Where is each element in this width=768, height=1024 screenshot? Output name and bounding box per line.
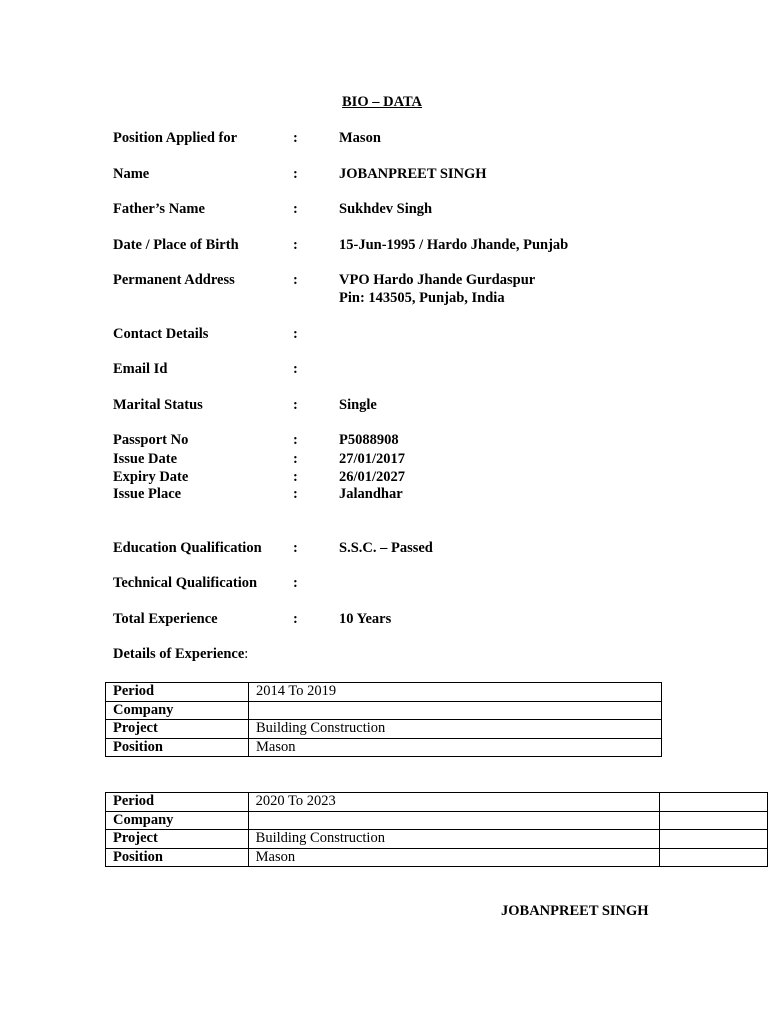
table-row [106,848,768,867]
table-cell-label: Project [106,830,249,849]
field-colon: : [293,237,298,253]
field-label: Name [113,166,150,182]
experience-table-1 [105,682,662,757]
table-cell-value: 2020 To 2023 [248,793,660,812]
field-colon: : [293,326,298,342]
field-label: Contact Details [113,326,209,342]
field-label: Technical Qualification [113,575,258,591]
experience-table-2 [105,792,768,867]
field-label: Education Qualification [113,540,262,556]
field-label: Father’s Name [113,201,205,217]
details-of-experience-heading [113,646,248,663]
table-cell-label: Company [106,811,249,830]
table-row [106,811,768,830]
table-cell-value [249,701,662,720]
field-colon: : [293,397,298,413]
field-value: Mason [339,130,381,146]
table-row [106,720,662,739]
document-title: BIO – DATA [342,94,423,110]
field-colon: : [293,166,298,182]
table-cell-label: Project [106,720,249,739]
field-value: 26/01/2027 [339,469,406,485]
signature-name: JOBANPREET SINGH [501,903,649,919]
table-row [106,701,662,720]
table-cell-value [248,811,660,830]
table-cell-value: Mason [248,848,660,867]
field-colon: : [293,486,298,502]
table-cell-value: Building Construction [248,830,660,849]
table-cell-empty [660,811,768,830]
table-cell-value: 2014 To 2019 [249,683,662,702]
field-label: Issue Date [113,451,178,467]
field-colon: : [293,575,298,591]
table-cell-empty [660,793,768,812]
table-cell-value: Mason [249,738,662,757]
field-colon: : [293,201,298,217]
field-colon: : [293,272,298,288]
table-cell-value: Building Construction [249,720,662,739]
table-cell-label: Company [106,701,249,720]
field-value: VPO Hardo Jhande Gurdaspur [339,272,536,288]
table-cell-label: Period [106,793,249,812]
field-value: 15-Jun-1995 / Hardo Jhande, Punjab [339,237,569,253]
field-colon: : [293,432,298,448]
field-label: Passport No [113,432,189,448]
details-heading-colon: : [244,646,249,662]
field-label: Permanent Address [113,272,235,288]
field-value: S.S.C. – Passed [339,540,433,556]
field-label: Issue Place [113,486,182,502]
field-colon: : [293,361,298,377]
table-row [106,793,768,812]
table-row [106,738,662,757]
field-colon: : [293,540,298,556]
field-label: Email Id [113,361,168,377]
field-label: Marital Status [113,397,203,413]
field-label: Date / Place of Birth [113,237,239,253]
table-cell-label: Period [106,683,249,702]
field-value: P5088908 [339,432,399,448]
field-colon: : [293,611,298,627]
field-value: 10 Years [339,611,392,627]
field-value: Jalandhar [339,486,403,502]
details-heading-text: Details of Experience [113,646,245,662]
table-cell-empty [660,848,768,867]
field-label: Total Experience [113,611,218,627]
field-label: Position Applied for [113,130,238,146]
field-colon: : [293,130,298,146]
table-row [106,683,662,702]
field-value: Sukhdev Singh [339,201,433,217]
field-value: 27/01/2017 [339,451,406,467]
table-cell-label: Position [106,848,249,867]
field-colon: : [293,451,298,467]
field-value: JOBANPREET SINGH [339,166,487,182]
field-value: Single [339,397,377,413]
table-row [106,830,768,849]
field-colon: : [293,469,298,485]
table-cell-empty [660,830,768,849]
table-cell-label: Position [106,738,249,757]
field-label: Expiry Date [113,469,189,485]
field-value-line2: Pin: 143505, Punjab, India [339,290,505,306]
